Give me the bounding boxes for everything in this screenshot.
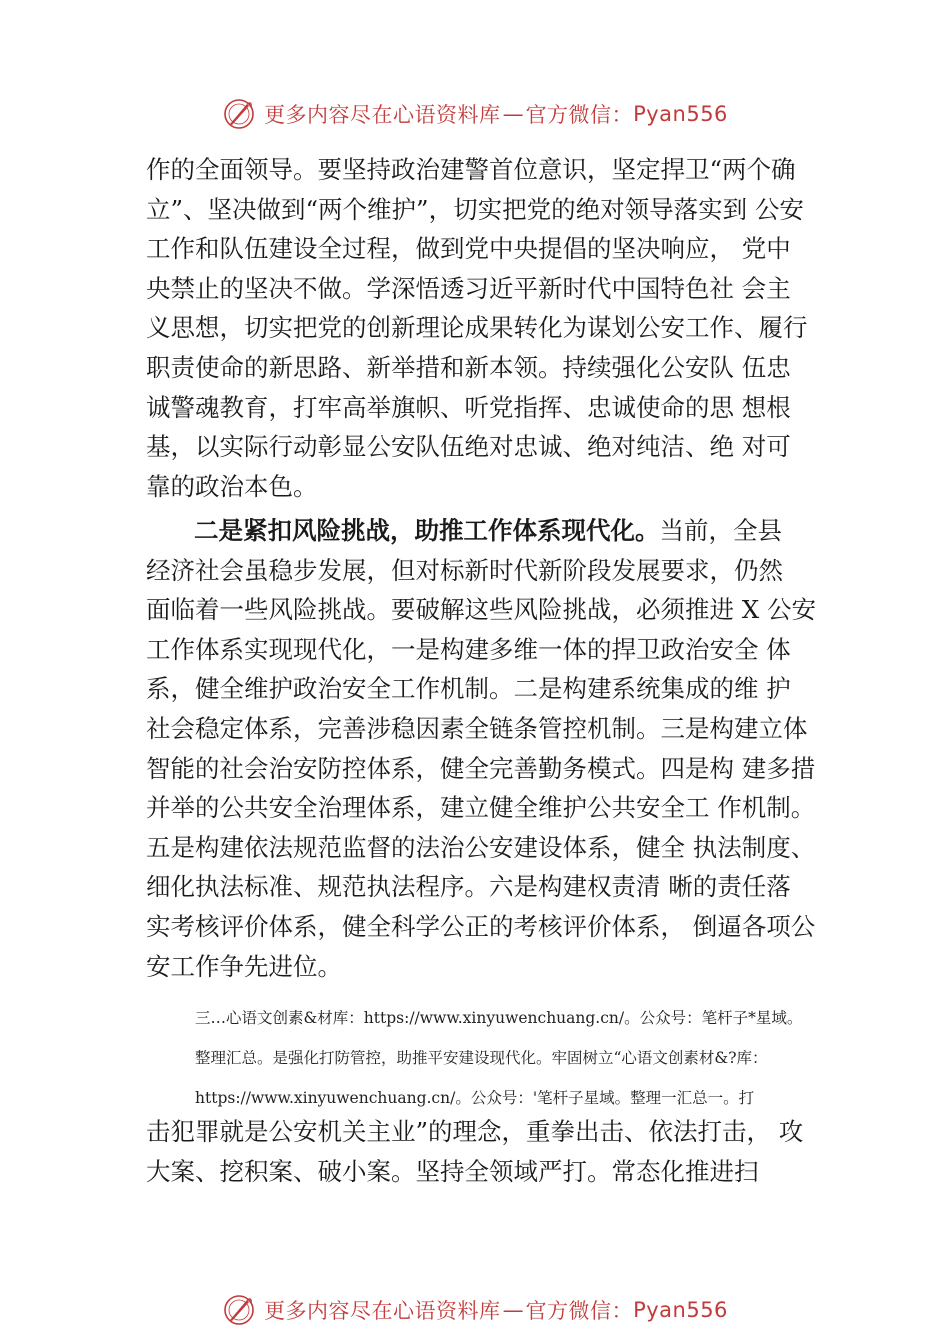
banner-wechat-id: Pyan556: [633, 102, 728, 126]
inserted-watermark-block: [195, 998, 855, 1118]
text-line: 工作体系实现现代化，一是构建多维一体的捍卫政治安全 体: [146, 634, 791, 664]
text-line: 义思想，切实把党的创新理论成果转化为谋划公安工作、履行: [146, 313, 808, 343]
paragraph-2: [146, 511, 836, 986]
paragraph-2-first-line: [146, 511, 836, 551]
text-line: 靠的政治本色。: [146, 471, 318, 501]
paragraph-1: [146, 150, 836, 506]
text-line: 细化执法标准、规范执法程序。六是构建权责清 晰的责任落: [146, 872, 791, 902]
quill-logo-icon: [222, 97, 256, 131]
small-text-line: 整理汇总。是强化打防管控，助推平安建设现代化。牢固树立“心语文创素材&?库：: [195, 1049, 768, 1067]
text-line: 央禁止的坚决不做。学深悟透习近平新时代中国特色社 会主: [146, 273, 791, 303]
text-line: 系，健全维护政治安全工作机制。二是构建系统集成的维 护: [146, 674, 791, 704]
text-line: 实考核评价体系，健全科学公正的考核评价体系， 倒逼各项公: [146, 911, 816, 941]
text-line: 作的全面领导。要坚持政治建警首位意识，坚定捍卫“两个确: [146, 155, 796, 184]
text-line: 社会稳定体系，完善涉稳因素全链条管控机制。三是构建立体: [146, 713, 808, 743]
text-line: 并举的公共安全治理体系，建立健全维护公共安全工 作机制。: [146, 793, 816, 823]
banner-wechat-label: 官方微信：: [525, 1299, 634, 1323]
banner-wechat-label: 官方微信：: [525, 103, 634, 127]
small-text-line: https://www.xinyuwenchuang.cn/。公众号：'笔杆子星域。整理一汇总一。打: [195, 1089, 755, 1107]
text-line: 安工作争先进位。: [146, 951, 342, 981]
text-line: 诚警魂教育，打牢高举旗帜、听党指挥、忠诚使命的思 想根: [146, 392, 791, 422]
banner-wechat-id: Pyan556: [633, 1298, 728, 1322]
text-line: 基，以实际行动彰显公安队伍绝对忠诚、绝对纯洁、绝 对可: [146, 432, 791, 462]
footer-banner: [0, 1288, 950, 1332]
paragraph-3: [146, 1112, 836, 1191]
header-banner: [0, 92, 950, 136]
text-line: 击犯罪就是公安机关主业”的理念，重拳出击、依法打击， 攻: [146, 1117, 804, 1146]
text-line: 工作和队伍建设全过程，做到党中央提倡的坚决响应， 党中: [146, 234, 791, 264]
text-line: 立”、坚决做到“两个维护”，切实把党的绝对领导落实到 公安: [146, 194, 804, 224]
section-heading: 二是紧扣风险挑战，助推工作体系现代化。: [194, 516, 660, 545]
text-line: 职责使命的新思路、新举措和新本领。持续强化公安队 伍忠: [146, 352, 791, 382]
small-text-line: 三…心语文创素&材库：https://www.xinyuwenchuang.cn/。公众号：笔杆子*星域。: [195, 1009, 803, 1027]
banner-separator: —: [502, 102, 524, 126]
banner-text: 更多内容尽在心语资料库: [264, 103, 501, 127]
banner-separator: —: [502, 1298, 524, 1322]
text-line: 经济社会虽稳步发展，但对标新时代新阶段发展要求，仍然: [146, 555, 783, 585]
heading-followup-text: 当前，全县: [659, 516, 782, 545]
quill-logo-icon: [222, 1293, 256, 1327]
text-line: 智能的社会治安防控体系，健全完善勤务模式。四是构 建多措: [146, 753, 816, 783]
text-line: 面临着一些风险挑战。要破解这些风险挑战，必须推进 X 公安: [146, 595, 817, 625]
text-line: 五是构建依法规范监督的法治公安建设体系，健全 执法制度、: [146, 832, 816, 862]
text-line: 大案、挖积案、破小案。坚持全领域严打。常态化推进扫: [146, 1156, 759, 1186]
banner-text: 更多内容尽在心语资料库: [264, 1299, 501, 1323]
